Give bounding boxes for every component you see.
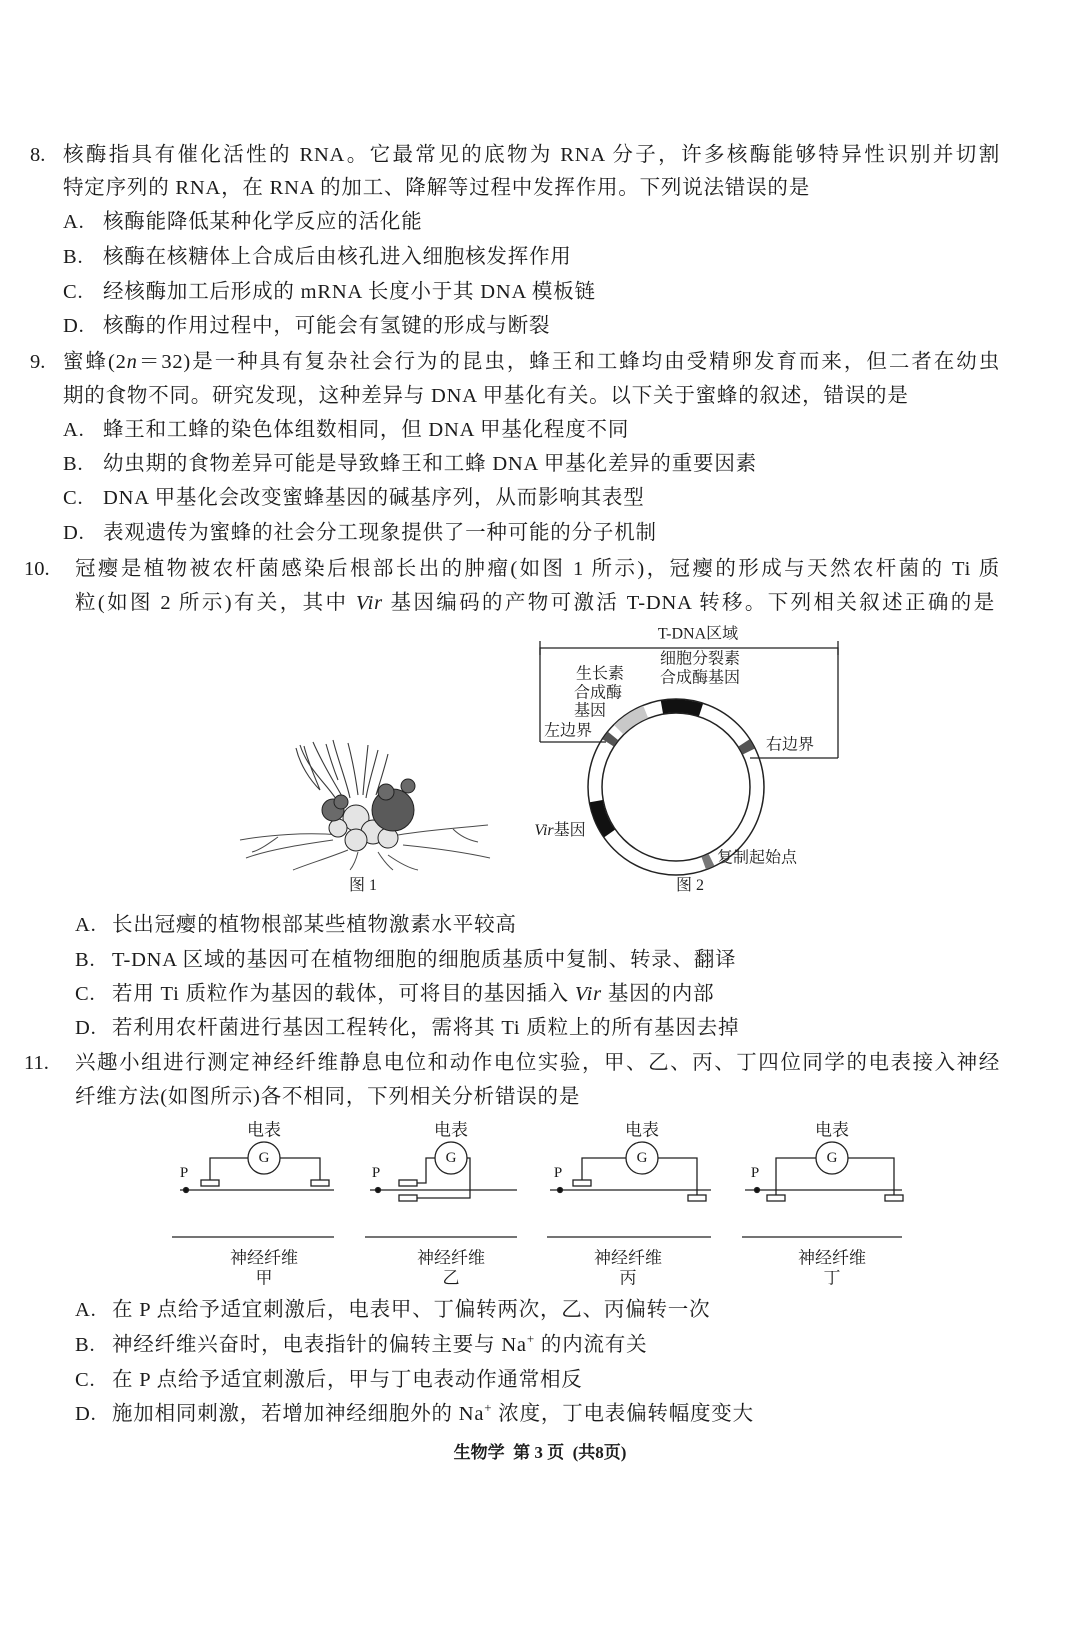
point-p-label: P	[553, 1165, 563, 1181]
q11-option-b-part: 神经纤维兴奋时，电表指针的偏转主要与 Na	[112, 1334, 527, 1356]
diagram-yi	[365, 1142, 517, 1237]
galvanometer-label: G	[636, 1150, 648, 1166]
auxin-gene-label-1: 生长素	[575, 665, 625, 683]
fiber-label: 神经纤维	[798, 1248, 866, 1268]
q10-stem-part: 粒(如图 2 所示)有关，其中	[75, 592, 356, 614]
meter-label: 电表	[625, 1120, 659, 1140]
q8-option-c-text: 经核酶加工后形成的 mRNA 长度小于其 DNA 模板链	[103, 281, 596, 303]
q10-option-d-label: D.	[75, 1017, 97, 1039]
figure-2-caption: 图 2	[675, 877, 704, 894]
nerve-fiber-diagrams	[160, 1112, 920, 1292]
electrode-inner	[688, 1195, 706, 1201]
q11-number: 11.	[24, 1052, 49, 1074]
q10-stem-part: 基因编码的产物可激活 T-DNA 转移。下列相关叙述正确的是	[382, 592, 995, 614]
q8-option-a-label: A.	[63, 211, 85, 233]
diagram-jia	[172, 1142, 334, 1237]
q8-option-a-text: 核酶能降低某种化学反应的活化能	[103, 211, 423, 233]
q9-stem-line-2: 期的食物不同。研究发现，这种差异与 DNA 甲基化有关。以下关于蜜蜂的叙述，错误的是	[63, 385, 909, 407]
q10-option-c-text	[112, 979, 714, 1009]
q10-stem-line-2	[75, 588, 995, 618]
q11-option-b-text	[112, 1330, 647, 1360]
vir-gene-label-italic: Vir	[534, 821, 554, 839]
fiber-label: 神经纤维	[230, 1248, 298, 1268]
q9-stem-line-1	[63, 347, 1000, 377]
wire-right	[417, 1158, 470, 1198]
auxin-gene-label-2: 合成酶	[573, 684, 623, 702]
diagram-name: 乙	[442, 1268, 460, 1288]
q9-number: 9.	[30, 351, 46, 373]
diagram-bing	[547, 1142, 711, 1237]
point-p-label: P	[371, 1165, 381, 1181]
q11-option-d-text	[112, 1399, 754, 1429]
tumor-cluster	[322, 779, 415, 851]
q8-stem-line-2: 特定序列的 RNA，在 RNA 的加工、降解等过程中发挥作用。下列说法错误的是	[63, 177, 811, 199]
diagram-name: 甲	[255, 1268, 273, 1288]
vir-gene-label-suffix: 基因	[553, 821, 586, 839]
galvanometer-label: G	[826, 1150, 838, 1166]
electrode-inner	[767, 1195, 785, 1201]
electrode-inner	[399, 1195, 417, 1201]
cytokinin-gene-label-1: 细胞分裂素	[659, 650, 741, 668]
ti-plasmid-diagram	[520, 618, 865, 888]
q9-option-b-label: B.	[63, 453, 84, 475]
q11-option-d-label: D.	[75, 1403, 97, 1425]
stimulus-point-p	[755, 1188, 760, 1193]
origin-segment	[704, 860, 712, 863]
point-p-label: P	[750, 1165, 760, 1181]
tumor-dark	[378, 784, 394, 800]
crown-gall-illustration	[238, 740, 493, 870]
q9-stem-part: ＝32)是一种具有复杂社会行为的昆虫，蜂王和工蜂均由受精卵发育而来，但二者在幼虫	[137, 351, 1000, 373]
figure-1-caption: 图 1	[348, 877, 377, 894]
q10-option-c-part: 若用 Ti 质粒作为基因的载体，可将目的基因插入	[112, 983, 575, 1005]
q10-option-d-text: 若利用农杆菌进行基因工程转化，需将其 Ti 质粒上的所有基因去掉	[112, 1017, 740, 1039]
tumor-dark	[401, 779, 415, 793]
q11-option-b-label: B.	[75, 1334, 96, 1356]
cytokinin-gene-label-2: 合成酶基因	[659, 669, 741, 687]
diagram-name: 丙	[619, 1268, 637, 1288]
q8-option-d-label: D.	[63, 315, 85, 337]
stimulus-point-p	[376, 1188, 381, 1193]
q9-option-c-label: C.	[63, 487, 84, 509]
wire-left	[417, 1158, 435, 1183]
origin-label: 复制起始点	[716, 849, 798, 867]
fiber-label: 神经纤维	[417, 1248, 485, 1268]
q10-option-a-label: A.	[75, 914, 97, 936]
q9-option-d-label: D.	[63, 522, 85, 544]
cytokinin-gene-segment	[662, 706, 701, 710]
q11-stem-line-1: 兴趣小组进行测定神经纤维静息电位和动作电位实验，甲、乙、丙、丁四位同学的电表接入神经	[75, 1052, 1000, 1074]
q10-option-b-label: B.	[75, 949, 96, 971]
right-border-label: 右边界	[765, 736, 815, 754]
q9-option-c-text: DNA 甲基化会改变蜜蜂基因的碱基序列，从而影响其表型	[103, 487, 645, 509]
electrode-outer	[573, 1180, 591, 1186]
q9-option-a-label: A.	[63, 419, 85, 441]
q11-option-c-label: C.	[75, 1369, 96, 1391]
q11-option-d-part: 施加相同刺激，若增加神经细胞外的 Na	[112, 1403, 485, 1425]
page-footer: 生物学 第 3 页 (共8页)	[453, 1443, 627, 1462]
electrode-inner	[885, 1195, 903, 1201]
q9-option-a-text: 蜂王和工蜂的染色体组数相同，但 DNA 甲基化程度不同	[103, 419, 630, 441]
wire-left	[582, 1158, 626, 1180]
q9-stem-italic-n: n	[126, 351, 138, 373]
diagram-name: 丁	[823, 1268, 841, 1288]
q9-stem-part: 蜜蜂(2	[63, 351, 127, 373]
q10-option-b-text: T-DNA 区域的基因可在植物细胞的细胞质基质中复制、转录、翻译	[112, 949, 737, 971]
tumor-dark	[334, 795, 348, 809]
q10-option-c-part: 基因的内部	[601, 983, 715, 1005]
q9-option-d-text: 表观遗传为蜜蜂的社会分工现象提供了一种可能的分子机制	[103, 522, 657, 544]
meter-label: 电表	[815, 1120, 849, 1140]
q10-stem-line-1: 冠瘿是植物被农杆菌感染后根部长出的肿瘤(如图 1 所示)，冠瘿的形成与天然农杆菌的 Ti 质	[75, 558, 1000, 580]
meter-label: 电表	[434, 1120, 468, 1140]
diagram-ding	[742, 1142, 903, 1237]
left-border-segment	[608, 736, 613, 743]
stimulus-point-p	[558, 1188, 563, 1193]
q8-stem-line-1: 核酶指具有催化活性的 RNA。它最常见的底物为 RNA 分子，许多核酶能够特异性识别并切割	[63, 144, 1000, 166]
q11-option-b-part: 的内流有关	[534, 1334, 648, 1356]
q11-option-d-superscript: +	[484, 1400, 493, 1415]
q11-option-d-part: 浓度，丁电表偏转幅度变大	[492, 1403, 754, 1425]
q10-option-c-italic-vir: Vir	[574, 983, 602, 1005]
q11-option-c-text: 在 P 点给予适宜刺激后，甲与丁电表动作通常相反	[112, 1369, 583, 1391]
q10-option-a-text: 长出冠瘿的植物根部某些植物激素水平较高	[112, 914, 517, 936]
tumor-light	[329, 819, 347, 837]
q11-stem-line-2: 纤维方法(如图所示)各不相同，下列相关分析错误的是	[75, 1086, 581, 1108]
electrode-outer	[201, 1180, 219, 1186]
q10-stem-italic-vir: Vir	[355, 592, 383, 614]
q8-option-c-label: C.	[63, 281, 84, 303]
wire-left	[210, 1158, 248, 1180]
q8-option-b-label: B.	[63, 246, 84, 268]
q10-number: 10.	[24, 558, 50, 580]
point-p-label: P	[179, 1165, 189, 1181]
plant-stems	[296, 740, 388, 802]
meter-label: 电表	[247, 1120, 281, 1140]
galvanometer-label: G	[258, 1150, 270, 1166]
q9-option-b-text: 幼虫期的食物差异可能是导致蜂王和工蜂 DNA 甲基化差异的重要因素	[103, 453, 757, 475]
q8-option-d-text: 核酶的作用过程中，可能会有氢键的形成与断裂	[103, 315, 551, 337]
q11-option-a-label: A.	[75, 1299, 97, 1321]
electrode-outer	[311, 1180, 329, 1186]
t-dna-region-label: T-DNA区域	[657, 625, 739, 643]
q8-number: 8.	[30, 144, 46, 166]
plasmid-inner-ring	[602, 713, 750, 861]
stimulus-point-p	[184, 1188, 189, 1193]
galvanometer-label: G	[445, 1150, 457, 1166]
tumor-light	[345, 829, 367, 851]
left-border-label: 左边界	[543, 722, 593, 740]
q10-option-c-label: C.	[75, 983, 96, 1005]
right-border-segment	[744, 743, 749, 752]
q11-option-b-superscript: +	[526, 1331, 535, 1346]
q11-option-a-text: 在 P 点给予适宜刺激后，电表甲、丁偏转两次，乙、丙偏转一次	[112, 1299, 711, 1321]
q8-option-b-text: 核酶在核糖体上合成后由核孔进入细胞核发挥作用	[103, 246, 572, 268]
fiber-label: 神经纤维	[594, 1248, 662, 1268]
electrode-outer	[399, 1180, 417, 1186]
auxin-gene-label-3: 基因	[573, 702, 607, 720]
vir-gene-label	[534, 821, 585, 839]
wire-right	[280, 1158, 320, 1180]
